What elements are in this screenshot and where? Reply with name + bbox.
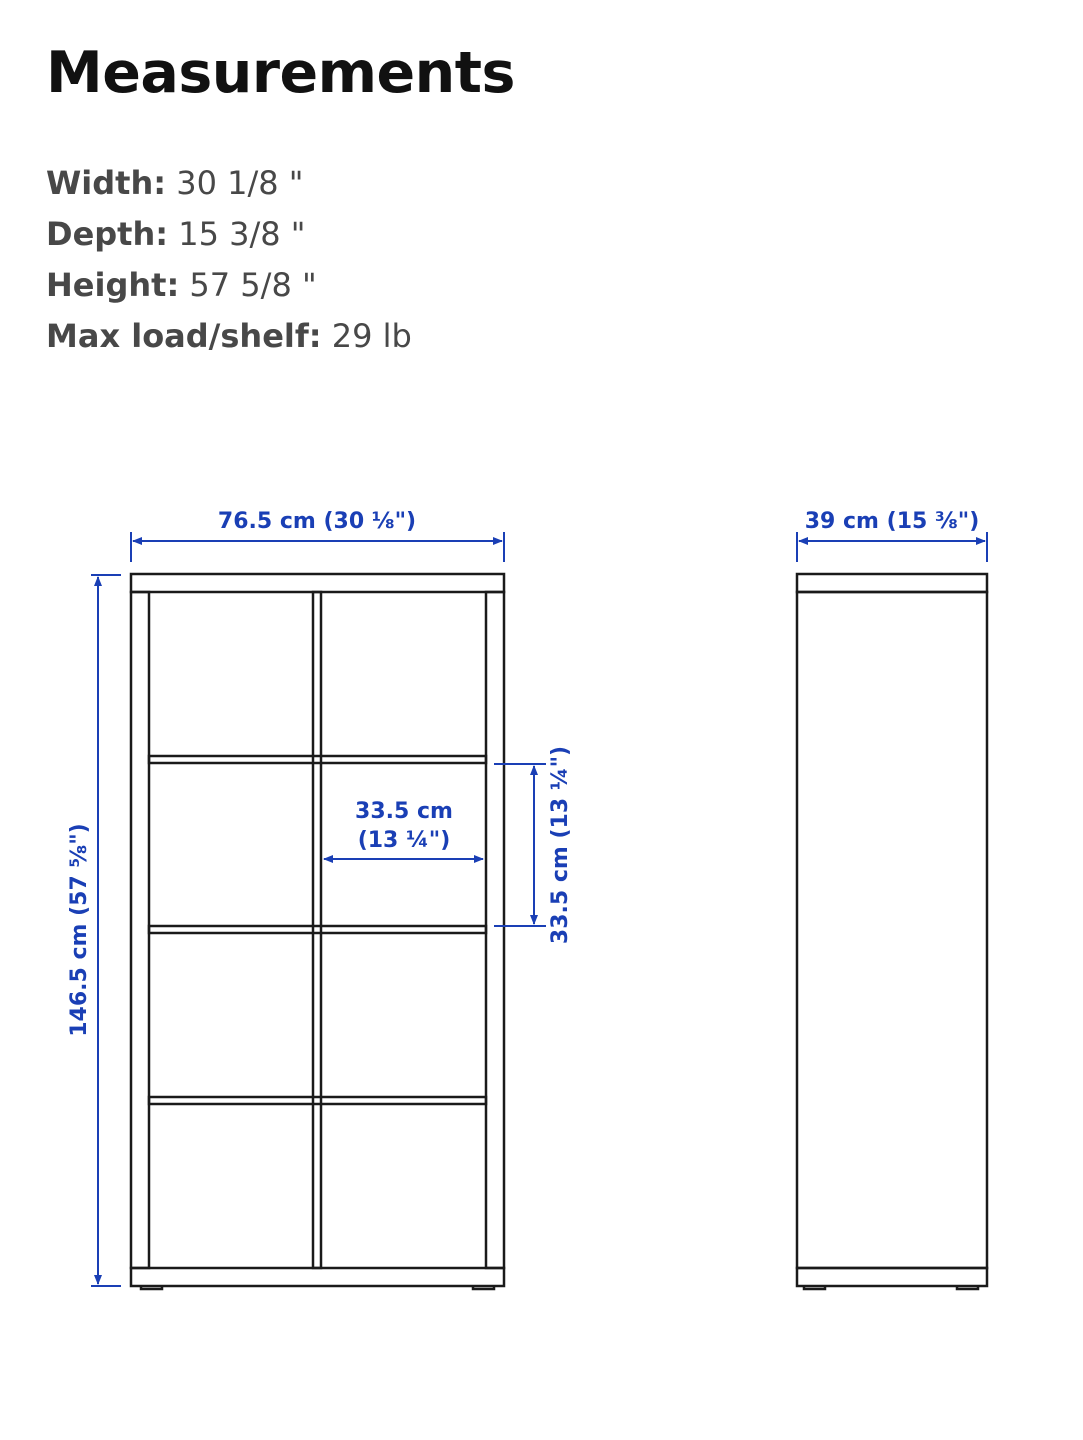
- spec-label: Width:: [46, 164, 167, 202]
- shelf: [149, 756, 486, 763]
- left-side-panel: [131, 592, 149, 1268]
- compartment-height-label: 33.5 cm (13 ¼"): [548, 745, 573, 945]
- side-view: [797, 574, 987, 1289]
- spec-value: 29 lb: [331, 317, 412, 355]
- front-height-label: 146.5 cm (57 ⅝"): [67, 823, 92, 1037]
- shelf: [149, 926, 486, 933]
- spec-label: Height:: [46, 266, 180, 304]
- front-view: [131, 574, 504, 1289]
- compartment-width-label-line2: (13 ¼"): [357, 828, 451, 853]
- spec-label: Depth:: [46, 215, 169, 253]
- dimension-labels: [67, 509, 979, 1037]
- spec-value: 30 1/8 ": [176, 164, 304, 202]
- compartment-width-label-line1: 33.5 cm: [355, 799, 453, 824]
- shelf: [149, 1097, 486, 1104]
- top-panel: [131, 574, 504, 592]
- spec-value: 15 3/8 ": [178, 215, 306, 253]
- page-title: Measurements: [46, 40, 515, 106]
- side-depth-label: 39 cm (15 ⅜"): [804, 509, 980, 534]
- center-divider: [313, 592, 321, 1268]
- side-body: [797, 592, 987, 1268]
- spec-value: 57 5/8 ": [189, 266, 317, 304]
- bottom-panel: [131, 1268, 504, 1286]
- dimension-lines: [91, 532, 987, 1286]
- side-top-panel: [797, 574, 987, 592]
- spec-label: Max load/shelf:: [46, 317, 322, 355]
- side-bottom-panel: [797, 1268, 987, 1286]
- right-side-panel: [486, 592, 504, 1268]
- front-width-label: 76.5 cm (30 ⅛"): [217, 509, 417, 534]
